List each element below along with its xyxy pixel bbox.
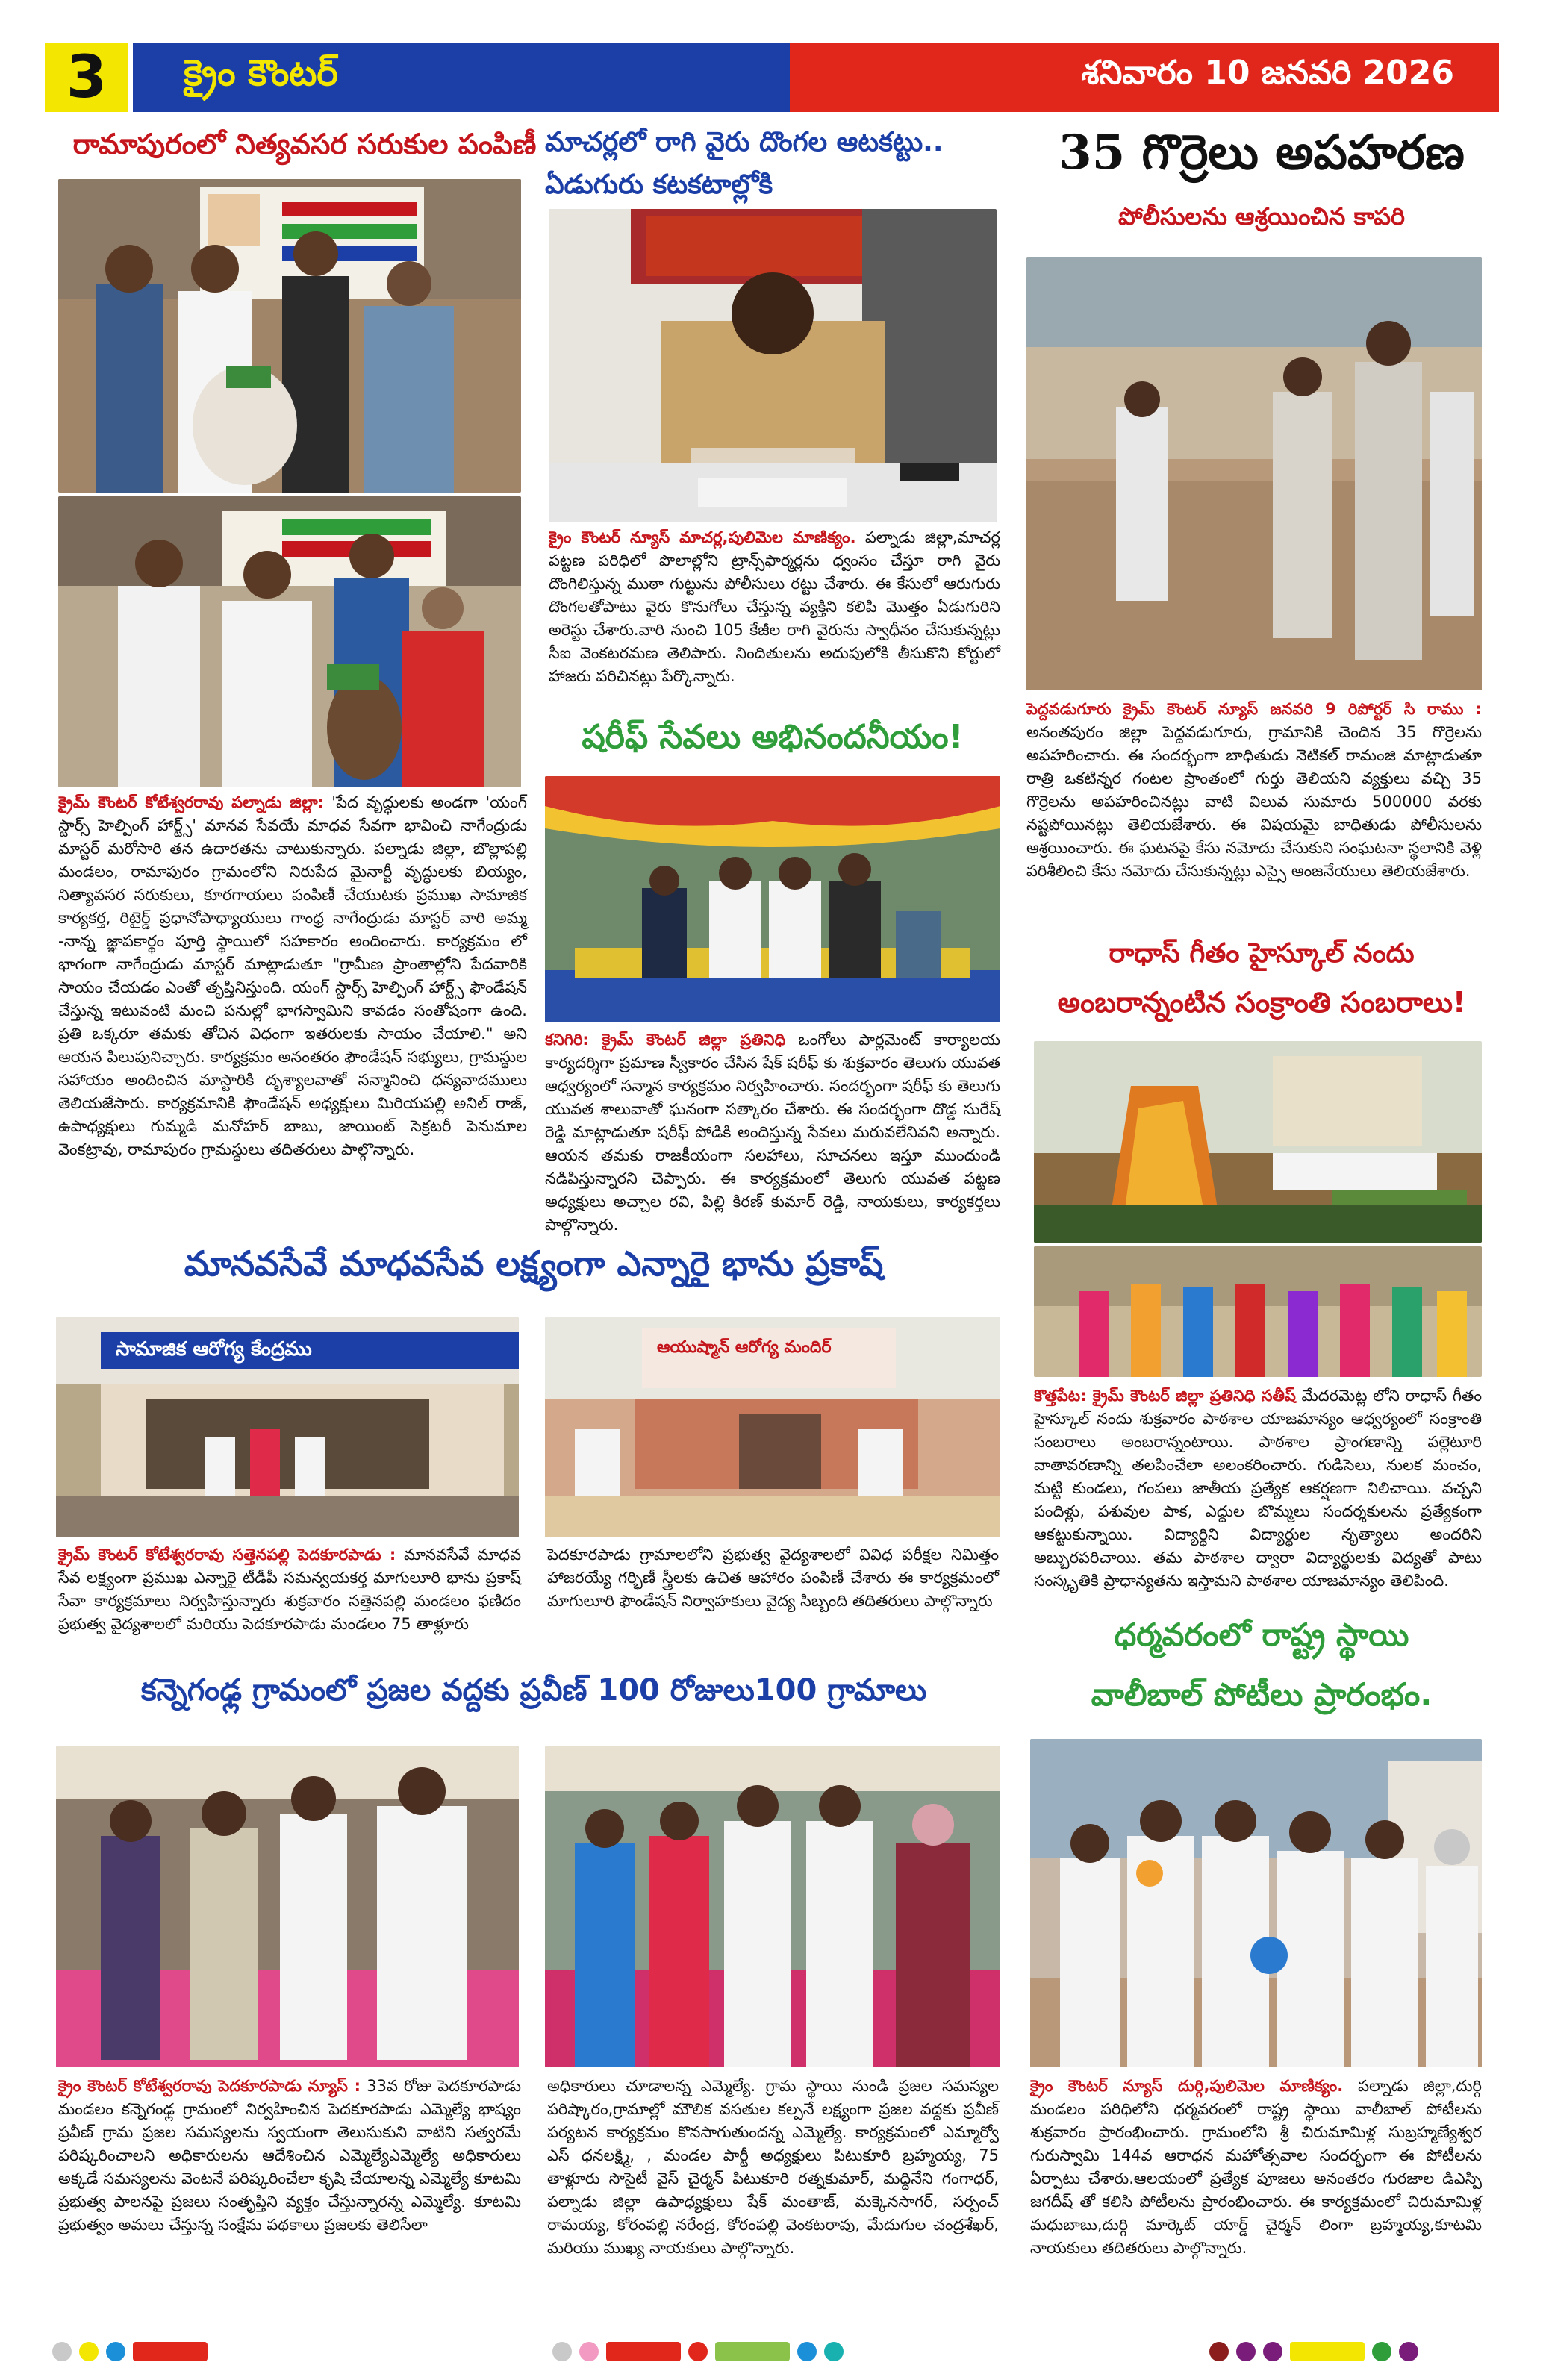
- issue-date: శనివారం 10 జనవరి 2026: [1081, 54, 1454, 92]
- cattle-text: అనంతపురం జిల్లా పెద్దవడుగూరు, గ్రామానికి చెందిన 35 గొర్రెలను అపహరించారు. ఈ సందర్భంగా బాధితుడు నెటికల్ రామంజి మాట్లాడుతూ రాత్రి ఒకటిన్నర గంటల ప్రాంతంలో గుర్తు తెలియని వ్యక్తులు వచ్చి 35 గొర్రెలను అపహరించినట్లు వాటి విలువ సుమారు 500000 వరకు నష్టపోయినట్లు తెలియజేశారు. ఈ విషయమై బాధితుడు పోలీసులను ఆశ్రయించారు. ఈ ఘటనపై కేసు నమోదు చేసుకుని సంఘటనా స్థలానికి వెళ్లి పరిశీలించి కేసు నమోదు చేసుకున్నట్లు ఎస్సై ఆంజనేయులు తెలియజేశారు.: [1026, 723, 1483, 880]
- ramapuram-text: 'పేద వృద్ధులకు అండగా 'యంగ్ స్టార్స్ హెల్పింగ్ హార్ట్స్' మానవ సేవయే మాధవ సేవగా భావించి నాగేంద్రుడు మాస్టర్ మరోసారి తన ఉదారతను చాటుకున్నారు. పల్నాడు జిల్లా, బొల్లాపల్లి మండలం, రామాపురం గ్రామంలోని నిరుపేద మైనార్టీ వృద్ధులకు బియ్యం, నిత్యావసర సరుకులు, కూరగాయలు పంపిణీ చేయుటకు ప్రముఖ సామాజిక కార్యకర్త, రిటైర్డ్ ప్రధానోపాధ్యాయులు గాంధ్ర నాగేంద్రుడు మాస్టర్ వారి అమ్మ -నాన్న జ్ఞాపకార్థం పూర్తి స్థాయిలో సహకారం అందించారు. కార్యక్రమం లో భాగంగా నాగేంద్రుడు మాస్టర్ మాట్లాడుతూ "గ్రామీణ ప్రాంతాల్లోని పేదవారికి సాయం చేయడం ఎంతో తృప్తినిస్తుంది. యంగ్ స్టార్స్ హెల్పింగ్ హార్ట్స్ ఫౌండేషన్ చేస్తున్న ఇటువంటి మంచి పనుల్లో భాగస్వామిని కావడం సంతోషంగా ఉంది. ప్రతి ఒక్కరూ తమకు తోచిన విధంగా ఇతరులకు సాయం చేయాలి." అని ఆయన పిలుపునిచ్చారు. కార్యక్రమం అనంతరం ఫౌండేషన్ సభ్యులు, గ్రామస్థుల సహాయం అందించిన మాస్టారికి దృశ్యాలవాతో సన్మానించి ధన్యవాదములు తెలియజేసారు. కార్యక్రమానికి ఫౌండేషన్ అధ్యక్షులు మిరియపల్లి అనిల్ రాజ్, ఉపాధ్యక్షులు గుమ్మడి మనోహర్ బాబు, జాయింట్ సెక్రటరీ పెనుమాల వెంకట్రావు, రామాపురం గ్రామస్థులు తదితరులు పాల్గొన్నారు.: [58, 793, 527, 1158]
- macherla-body: [549, 526, 1000, 688]
- cattle-headline: 35 గొర్రెలు అపహరణ: [1059, 125, 1465, 181]
- sharif-text: ఒంగోలు పార్లమెంట్ కార్యాలయ కార్యదర్శిగా ప్రమాణ స్వీకారం చేసిన షేక్ షరీఫ్ కు శుక్రవారం తెలుగు యువత ఆధ్వర్యంలో సన్మాన కార్యక్రమం నిర్వహించారు. సందర్భంగా షరీఫ్ కు తెలుగు యువత శాలువాతో ఘనంగా సత్కారం చేశారు. ఈ సందర్భంగా దొడ్డ సురేష్ రెడ్డి మాట్లాడుతూ షరీఫ్ పోడికి అందిస్తున్న సేవలు మరువలేనివని అన్నారు. ఆయన తమకు రాజకీయంగా సలహాలు, సూచనలు ఇస్తూ ముందుండి నడిపిస్తున్నారని చెప్పారు. ఈ కార్యక్రమంలో తెలుగు యువత పట్టణ అధ్యక్షులు అచ్చాల రవి, పిల్లి కిరణ్ కుమార్ రెడ్డి, నాయకులు, కార్యకర్తలు పాల్గొన్నారు.: [545, 1031, 1000, 1234]
- sharif-lead: కనిగిరి: క్రైమ్ కౌంటర్ జిల్లా ప్రతినిధి: [545, 1031, 786, 1049]
- nri-body-left: [58, 1543, 521, 1636]
- page-number: 3: [45, 43, 128, 112]
- footer-dot: [797, 2342, 817, 2361]
- cattle-subhead: పోలీసులను ఆశ్రయించిన కాపరి: [1117, 202, 1406, 231]
- radhas-text: మేదరమెట్ల లోని రాధాస్ గీతం హైస్కూల్ నందు శుక్రవారం పాఠశాల యాజమాన్యం ఆధ్వర్యంలో సంక్రాంతి సంబరాలు అంబరాన్నంటాయి. పాఠశాల ప్రాంగణాన్ని పల్లెటూరి వాతావరణాన్ని తలపించేలా అలంకరించారు. గుడిసెలు, నులక మంచం, మట్టి కుండలు, గంపలు జాతీయ ప్రత్యేక ఆకర్షణగా నిలిచాయి. వచ్చని పందిళ్లు, పశువుల పాక, ఎద్దుల బొమ్మలు సందర్శకులను ప్రత్యేకంగా ఆకట్టుకున్నాయి. విద్యార్థిని విద్యార్థుల నృత్యాలు అందరిని అబ్బురపరిచాయి. తమ పాఠశాల ద్వారా విద్యార్థులకు విద్యతో పాటు సంస్కృతికి ప్రాధాన్యతను ఇస్తామని పాఠశాల యాజమాన్యం తెలిపింది.: [1034, 1387, 1482, 1590]
- nri-text-left: మానవసేవే మాధవ సేవ లక్ష్యంగా ప్రముఖ ఎన్నారై టీడీపీ సమన్వయకర్త మాగులూరి భాను ప్రకాష్ సేవా కార్యక్రమాలు నిర్వహిస్తున్నారు శుక్రవారం సత్తెనపల్లి మండలం ఫణిదం ప్రభుత్వ వైద్యశాలలో మరియు పెదకూరపాడు మండలం 75 తాళ్లూరు: [58, 1546, 521, 1633]
- dharmavaram-body: [1030, 2075, 1482, 2260]
- sharif-body: [545, 1028, 1000, 1237]
- footer-bar: [1290, 2342, 1365, 2361]
- footer-dot: [688, 2342, 708, 2361]
- ramapuram-body: [58, 791, 527, 1161]
- footer-bar: [133, 2342, 208, 2361]
- nri-ayushman-sign: ఆయుష్మాన్ ఆరోగ్య మందిర్: [657, 1338, 832, 1357]
- cattle-lead: పెద్దవడుగూరు క్రైమ్ కౌంటర్ న్యూస్ జనవరి 9 రిపోర్టర్ సి రాము :: [1026, 700, 1482, 718]
- dharmavaram-photo: [1030, 1739, 1482, 2067]
- footer-dot: [106, 2342, 125, 2361]
- kannegandla-headline: కన్నెగంఢ్ల గ్రామంలో ప్రజల వద్దకు ప్రవీణ్ 100 రోజులు100 గ్రామాలు: [140, 1673, 927, 1708]
- footer-dot: [579, 2342, 599, 2361]
- dharmavaram-headline-line2: వాలీబాల్ పోటీలు ప్రారంభం.: [1091, 1676, 1433, 1713]
- masthead-red-band: [790, 43, 1499, 112]
- macherla-headline-line2: ఏడుగురు కటకటాల్లోకి: [545, 169, 773, 200]
- radhas-headline-line2: అంబరాన్నంటిన సంక్రాంతి సంబరాలు!: [1057, 986, 1466, 1019]
- dharmavaram-text: పల్నాడు జిల్లా,దుర్గి మండలం పరిధిలోని ధర్మవరంలో రాష్ట్ర స్థాయి వాలీబాల్ పోటీలను శుక్రవారం ప్రారంభించారు. గ్రామంలోని శ్రీ చిరుమామిళ్ల సుబ్రహ్మణ్యేశ్వర గురుస్వామి 144వ ఆరాధన మహోత్సవాల సందర్భంగా ఈ పోటీలను ఏర్పాటు చేశారు.ఆలయంలో ప్రత్యేక పూజలు అనంతరం గురజాల డిఎస్పి జగదీష్ తో కలిసి పోటీలను ప్రారంభించారు. ఈ కార్యక్రమంలో చిరుమామిళ్ల మధుబాబు,దుర్గి మార్కెట్ యార్డ్ చైర్మన్ లింగా బ్రహ్మయ్య,కూటమి నాయకులు తదితరులు పాల్గొన్నారు.: [1030, 2077, 1482, 2257]
- macherla-text: పల్నాడు జిల్లా,మాచర్ల పట్టణ పరిధిలో పొలాల్లోని ట్రాన్స్‌ఫార్మర్లను ధ్వంసం చేస్తూ రాగి వైరు దొంగిలిస్తున్న ముఠా గుట్టును పోలీసులు రట్టు చేశారు. ఈ కేసులో ఆరుగురు దొంగలతోపాటు వైరు కొనుగోలు చేస్తున్న వ్యక్తిని కలిపి మొత్తం ఏడుగురిని అరెస్టు చేశారు.వారి నుంచి 105 కేజీల రాగి వైరును స్వాధీనం చేసుకున్నట్లు సీఐ వెంకటరమణ తెలిపారు. నిందితులను అదుపులోకి తీసుకొని కోర్టులో హాజరు పరిచినట్లు పేర్కొన్నారు.: [549, 528, 1000, 685]
- paper-name: క్రైం కౌంటర్: [184, 52, 338, 94]
- ramapuram-photo-1: [58, 179, 521, 493]
- kannegandla-photo-1: [56, 1746, 519, 2067]
- footer-dot: [1372, 2342, 1391, 2361]
- nri-health-centre-sign: సామాజిక ఆరోగ్య కేంద్రము: [116, 1338, 312, 1361]
- footer-dot: [79, 2342, 99, 2361]
- dharmavaram-headline-line1: ధర్మవరంలో రాష్ట్ర స్థాయి: [1114, 1617, 1409, 1653]
- sharif-photo: [545, 776, 1000, 1022]
- nri-photo-health-centre: [56, 1317, 519, 1537]
- footer-dot: [824, 2342, 844, 2361]
- macherla-police-photo: [549, 209, 997, 522]
- radhas-photo-1: [1034, 1041, 1482, 1243]
- footer-bar: [715, 2342, 790, 2361]
- cattle-body: [1026, 698, 1482, 883]
- nri-body-right: పెదకూరపాడు గ్రామాలలోని ప్రభుత్వ వైద్యశాలలో వివిధ పరీక్షల నిమిత్తం హాజరయ్యే గర్భిణీ స్త్రీలకు ఉచిత ఆహారం పంపిణీ చేశారు ఈ కార్యక్రమంలో మాగులూరి ఫౌండేషన్ నిర్వాహకులు వైద్య సిబ్బంది తదితరులు పాల్గొన్నారు: [547, 1546, 999, 1610]
- radhas-body: [1034, 1384, 1482, 1593]
- nri-lead: క్రైమ్ కౌంటర్ కోటేశ్వరరావు సత్తెనపల్లి పెదకూరపాడు :: [58, 1546, 396, 1564]
- ramapuram-photo-2: [58, 496, 521, 787]
- footer-dot: [1209, 2342, 1229, 2361]
- footer-dot: [1263, 2342, 1282, 2361]
- dharmavaram-lead: క్రైం కౌంటర్ న్యూస్ దుర్గి,పులిమెల మాణిక్యం.: [1030, 2077, 1344, 2095]
- kannegandla-body-right: అధికారులు చూడాలన్న ఎమ్మెల్యే. గ్రామ స్థాయి నుండి ప్రజల సమస్యల పరిష్కారం,గ్రామాల్లో మౌలిక వసతుల కల్పనే లక్ష్యంగా ప్రజల వద్దకు ప్రవీణ్ పర్యటన కార్యక్రమం కొనసాగుతుందన్న ఎమ్మెల్యే. కార్యక్రమంలో ఎమ్మార్వో ఎస్ ధనలక్ష్మి, , మండల పార్టీ అధ్యక్షులు పిటుకూరి బ్రహ్మయ్య, 75 తాళ్లూరు సొసైటీ వైస్ చైర్మన్ పిటుకూరి రత్నకుమార్, మద్దినేని గంగాధర్, పల్నాడు జిల్లా ఉపాధ్యక్షులు షేక్ మంతాజ్, మక్కెనసాగర్, సర్పంచ్ రామయ్య, కోరంపల్లి నరేంద్ర, కోరంపల్లి వెంకటరావు, మేదుగుల చంద్రశేఖర్, మరియు ముఖ్య నాయకులు పాల్గొన్నారు.: [547, 2077, 999, 2257]
- radhas-photo-2: [1034, 1246, 1482, 1377]
- footer-dot: [552, 2342, 572, 2361]
- nri-headline: మానవసేవే మాధవసేవ లక్ష్యంగా ఎన్నారై భాను ప్రకాష్: [184, 1243, 884, 1284]
- kannegandla-body-left: [58, 2075, 521, 2237]
- kannegandla-lead: క్రైం కౌంటర్ కోటేశ్వరరావు పెదకూరపాడు న్యూస్ :: [58, 2077, 361, 2095]
- macherla-lead: క్రైం కౌంటర్ న్యూస్ మాచర్ల,పులిమెల మాణిక్యం.: [549, 528, 856, 546]
- ramapuram-headline: రామాపురంలో నిత్యవసర సరుకుల పంపిణీ: [72, 128, 537, 160]
- footer-dot: [52, 2342, 72, 2361]
- radhas-lead: కొత్తపేట: క్రైమ్ కౌంటర్ జిల్లా ప్రతినిధి సతీష్: [1034, 1387, 1296, 1405]
- kannegandla-photo-2: [545, 1746, 1000, 2067]
- cattle-photo: [1026, 257, 1482, 690]
- macherla-headline-line1: మాచర్లలో రాగి వైరు దొంగల ఆటకట్టు..: [545, 127, 944, 157]
- footer-bar: [606, 2342, 681, 2361]
- radhas-headline-line1: రాధాస్ గీతం హైస్కూల్ నందు: [1109, 938, 1415, 969]
- footer-dot: [1236, 2342, 1256, 2361]
- ramapuram-lead: క్రైమ్ కౌంటర్ కోటేశ్వరరావు పల్నాడు జిల్లా:: [58, 793, 325, 811]
- footer-dot: [1399, 2342, 1418, 2361]
- kannegandla-text-left: 33వ రోజు పెదకూరపాడు మండలం కన్నెగంఢ్ల గ్రామంలో నిర్వహించిన పెదకూరపాడు ఎమ్మెల్యే భాష్యం ప్రవీణ్ గ్రామ ప్రజల సమస్యలను స్వయంగా తెలుసుకుని వాటిని సత్వరమే పరిష్కరించాలని అధికారులను ఆదేశించిన ఎమ్మెల్యేఎమ్మెల్యే అధికారులు అక్కడే సమస్యలను వెంటనే పరిష్కరించేలా కృషి చేయాలన్న ఎమ్మెల్యే కూటమి ప్రభుత్వ పాలనపై ప్రజలు సంతృప్తిని వ్యక్తం చేస్తున్నారన్న ఎమ్మెల్యే. కూటమి ప్రభుత్వం అమలు చేస్తున్న సంక్షేమ పథకాలు ప్రజలకు తెలిసేలా: [58, 2077, 521, 2234]
- nri-photo-ayushman: [545, 1317, 1000, 1537]
- masthead-blue-band: [133, 43, 790, 112]
- sharif-headline: షరీఫ్ సేవలు అభినందనీయం!: [582, 718, 964, 756]
